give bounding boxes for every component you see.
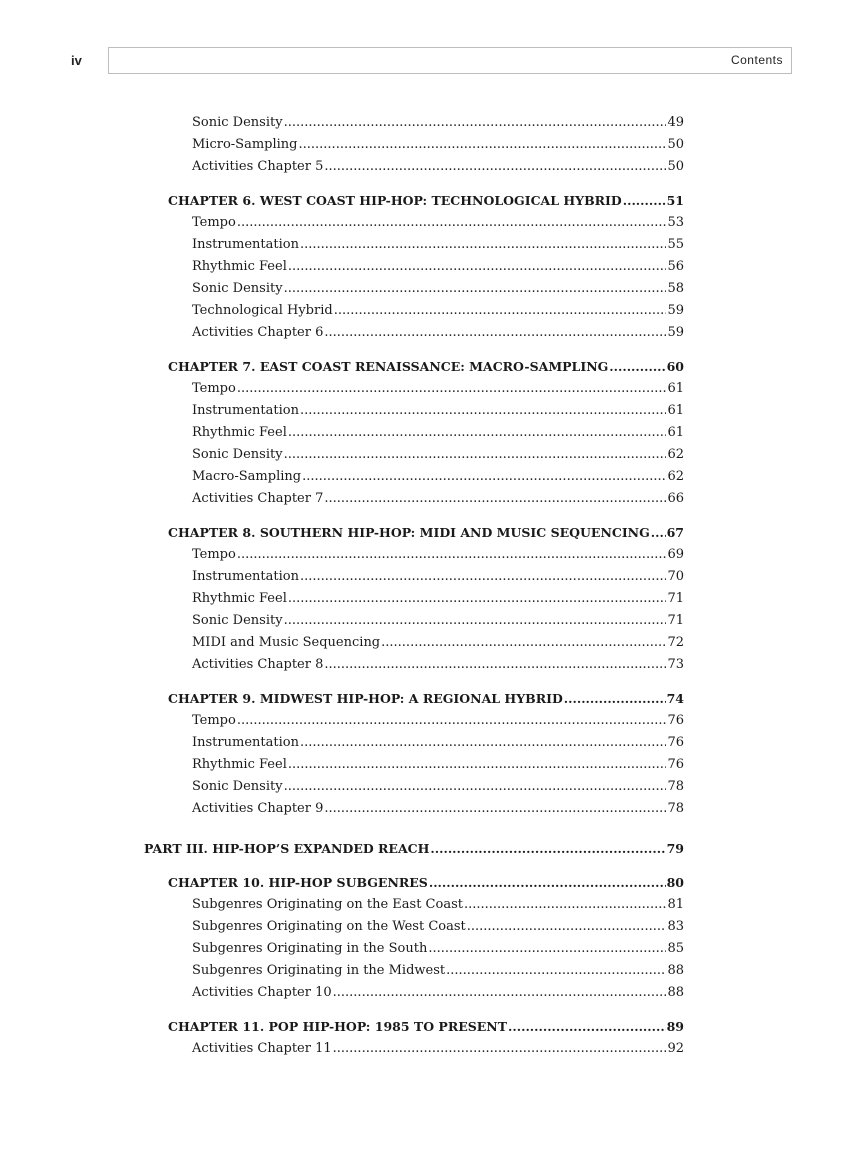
toc-entry-title: CHAPTER 9. MIDWEST HIP-HOP: A REGIONAL HYBRID: [168, 691, 563, 706]
toc-entry-title: Technological Hybrid: [192, 303, 333, 318]
toc-entry-page: 83: [667, 919, 684, 934]
toc-entry-title: Activities Chapter 5: [192, 159, 324, 174]
toc-entry-title: CHAPTER 7. EAST COAST RENAISSANCE: MACRO-SAMPLING: [168, 359, 609, 374]
toc-entry-page: 89: [666, 1019, 684, 1034]
dot-leader: [651, 525, 666, 540]
running-header: [108, 47, 792, 74]
toc-entry-title: Instrumentation: [192, 735, 299, 750]
toc-section-entry[interactable]: [192, 735, 684, 755]
toc-entry-page: 88: [667, 963, 684, 978]
toc-section-entry[interactable]: [192, 259, 684, 279]
toc-section-entry[interactable]: [192, 635, 684, 655]
toc-entry-page: 60: [666, 359, 684, 374]
toc-entry-title: CHAPTER 11. POP HIP-HOP: 1985 TO PRESENT: [168, 1019, 508, 1034]
toc-entry-page: 49: [667, 115, 684, 130]
dot-leader: [299, 137, 667, 152]
toc-entry-title: Tempo: [192, 381, 236, 396]
toc-section-entry[interactable]: [192, 779, 684, 799]
toc-entry-page: 62: [667, 469, 684, 484]
toc-entry-page: 78: [667, 779, 684, 794]
toc-entry-page: 66: [667, 491, 684, 506]
toc-entry-page: 50: [667, 137, 684, 152]
toc-section-entry[interactable]: [192, 303, 684, 323]
dot-leader: [284, 613, 667, 628]
toc-entry-title: Activities Chapter 11: [192, 1041, 332, 1056]
dot-leader: [429, 875, 666, 890]
toc-entry-title: Sonic Density: [192, 613, 283, 628]
toc-entry-page: 81: [667, 897, 684, 912]
toc-section-entry[interactable]: [192, 425, 684, 445]
toc-entry-title: Activities Chapter 10: [192, 985, 332, 1000]
toc-section-entry[interactable]: [192, 115, 684, 135]
dot-leader: [300, 237, 667, 252]
toc-entry-page: 62: [667, 447, 684, 462]
toc-entry-title: Subgenres Originating on the West Coast: [192, 919, 466, 934]
toc-entry-page: 76: [667, 735, 684, 750]
toc-entry-page: 69: [667, 547, 684, 562]
toc-entry-page: 88: [667, 985, 684, 1000]
toc-entry-page: 74: [666, 691, 684, 706]
toc-part-entry[interactable]: [144, 841, 684, 861]
dot-leader: [324, 657, 666, 672]
toc-entry-title: Sonic Density: [192, 779, 283, 794]
toc-entry-title: Instrumentation: [192, 569, 299, 584]
toc-chapter-entry[interactable]: [168, 359, 684, 379]
toc-section-entry[interactable]: [192, 381, 684, 401]
toc-entry-page: 79: [666, 841, 684, 856]
toc-entry-page: 56: [667, 259, 684, 274]
dot-leader: [428, 941, 666, 956]
toc-chapter-entry[interactable]: [168, 193, 684, 213]
toc-entry-page: 59: [667, 303, 684, 318]
toc-section-entry[interactable]: [192, 613, 684, 633]
dot-leader: [333, 1041, 667, 1056]
toc-chapter-entry[interactable]: [168, 691, 684, 711]
toc-entry-title: Rhythmic Feel: [192, 757, 287, 772]
toc-entry-title: Macro-Sampling: [192, 469, 302, 484]
dot-leader: [300, 403, 667, 418]
dot-leader: [300, 735, 667, 750]
dot-leader: [609, 359, 665, 374]
toc-entry-page: 51: [666, 193, 684, 208]
dot-leader: [324, 801, 666, 816]
toc-section-entry[interactable]: [192, 403, 684, 423]
dot-leader: [237, 713, 667, 728]
toc-entry-title: Tempo: [192, 713, 236, 728]
toc-entry-title: Sonic Density: [192, 115, 283, 130]
toc-section-entry[interactable]: [192, 941, 684, 961]
toc-entry-title: Activities Chapter 9: [192, 801, 324, 816]
toc-entry-title: CHAPTER 8. SOUTHERN HIP-HOP: MIDI AND MUSIC SEQUENCING: [168, 525, 650, 540]
toc-section-entry[interactable]: [192, 569, 684, 589]
toc-entry-page: 61: [667, 425, 684, 440]
toc-entry-page: 72: [667, 635, 684, 650]
toc-entry-title: Activities Chapter 6: [192, 325, 324, 340]
running-title: Contents: [730, 53, 783, 67]
toc-entry-page: 76: [667, 757, 684, 772]
toc-section-entry[interactable]: [192, 469, 684, 489]
toc-entry-title: Micro-Sampling: [192, 137, 298, 152]
dot-leader: [464, 897, 666, 912]
toc-entry-page: 76: [667, 713, 684, 728]
toc-entry-page: 61: [667, 403, 684, 418]
dot-leader: [237, 215, 667, 230]
dot-leader: [284, 779, 667, 794]
toc-section-entry[interactable]: [192, 1041, 684, 1061]
toc-entry-title: Activities Chapter 8: [192, 657, 324, 672]
dot-leader: [300, 569, 667, 584]
toc-entry-page: 73: [667, 657, 684, 672]
toc-section-entry[interactable]: [192, 963, 684, 983]
toc-entry-page: 71: [667, 591, 684, 606]
toc-section-entry[interactable]: [192, 919, 684, 939]
toc-entry-page: 80: [666, 875, 684, 890]
toc-entry-title: Subgenres Originating on the East Coast: [192, 897, 463, 912]
dot-leader: [467, 919, 667, 934]
toc-entry-title: Rhythmic Feel: [192, 425, 287, 440]
toc-entry-page: 67: [666, 525, 684, 540]
toc-section-entry[interactable]: [192, 447, 684, 467]
toc-entry-page: 50: [667, 159, 684, 174]
toc-entry-page: 70: [667, 569, 684, 584]
dot-leader: [508, 1019, 666, 1034]
toc-entry-title: Tempo: [192, 215, 236, 230]
toc-entry-title: Instrumentation: [192, 403, 299, 418]
toc-section-entry[interactable]: [192, 325, 684, 345]
toc-entry-title: CHAPTER 6. WEST COAST HIP-HOP: TECHNOLOGICAL HYBRID: [168, 193, 622, 208]
toc-entry-page: 58: [667, 281, 684, 296]
toc-entry-page: 59: [667, 325, 684, 340]
toc-section-entry[interactable]: [192, 281, 684, 301]
dot-leader: [381, 635, 666, 650]
dot-leader: [288, 425, 667, 440]
dot-leader: [288, 757, 667, 772]
dot-leader: [284, 115, 667, 130]
toc-entry-title: CHAPTER 10. HIP-HOP SUBGENRES: [168, 875, 428, 890]
toc-entry-page: 71: [667, 613, 684, 628]
toc-entry-title: Activities Chapter 7: [192, 491, 324, 506]
toc-section-entry[interactable]: [192, 237, 684, 257]
toc-section-entry[interactable]: [192, 713, 684, 733]
toc-section-entry[interactable]: [192, 491, 684, 511]
dot-leader: [446, 963, 666, 978]
dot-leader: [284, 447, 667, 462]
toc-entry-title: Sonic Density: [192, 281, 283, 296]
toc-section-entry[interactable]: [192, 897, 684, 917]
toc-chapter-entry[interactable]: [168, 1019, 684, 1039]
toc-section-entry[interactable]: [192, 801, 684, 821]
toc-entry-page: 55: [667, 237, 684, 252]
toc-entry-page: 92: [667, 1041, 684, 1056]
toc-entry-title: Subgenres Originating in the South: [192, 941, 428, 956]
dot-leader: [237, 547, 667, 562]
toc-chapter-entry[interactable]: [168, 525, 684, 545]
dot-leader: [333, 985, 667, 1000]
toc-section-entry[interactable]: [192, 985, 684, 1005]
dot-leader: [284, 281, 667, 296]
toc-entry-title: Sonic Density: [192, 447, 283, 462]
toc-entry-title: Rhythmic Feel: [192, 591, 287, 606]
dot-leader: [237, 381, 667, 396]
toc-entry-title: Subgenres Originating in the Midwest: [192, 963, 446, 978]
dot-leader: [324, 491, 666, 506]
toc-section-entry[interactable]: [192, 591, 684, 611]
toc-section-entry[interactable]: [192, 657, 684, 677]
page-number: iv: [71, 53, 82, 68]
toc-entry-title: MIDI and Music Sequencing: [192, 635, 381, 650]
toc-entry-title: Instrumentation: [192, 237, 299, 252]
dot-leader: [334, 303, 667, 318]
toc-entry-title: Rhythmic Feel: [192, 259, 287, 274]
toc-section-entry[interactable]: [192, 159, 684, 179]
toc-section-entry[interactable]: [192, 757, 684, 777]
dot-leader: [302, 469, 666, 484]
toc-entry-title: Tempo: [192, 547, 236, 562]
toc-section-entry[interactable]: [192, 137, 684, 157]
dot-leader: [288, 591, 667, 606]
toc-entry-page: 53: [667, 215, 684, 230]
toc-chapter-entry[interactable]: [168, 875, 684, 895]
dot-leader: [324, 325, 666, 340]
dot-leader: [324, 159, 666, 174]
dot-leader: [288, 259, 667, 274]
dot-leader: [623, 193, 666, 208]
toc-entry-page: 85: [667, 941, 684, 956]
dot-leader: [564, 691, 666, 706]
dot-leader: [430, 841, 665, 856]
toc-section-entry[interactable]: [192, 547, 684, 567]
toc-entry-page: 61: [667, 381, 684, 396]
toc-section-entry[interactable]: [192, 215, 684, 235]
toc-entry-title: PART III. HIP-HOP’S EXPANDED REACH: [144, 841, 430, 856]
toc-entry-page: 78: [667, 801, 684, 816]
